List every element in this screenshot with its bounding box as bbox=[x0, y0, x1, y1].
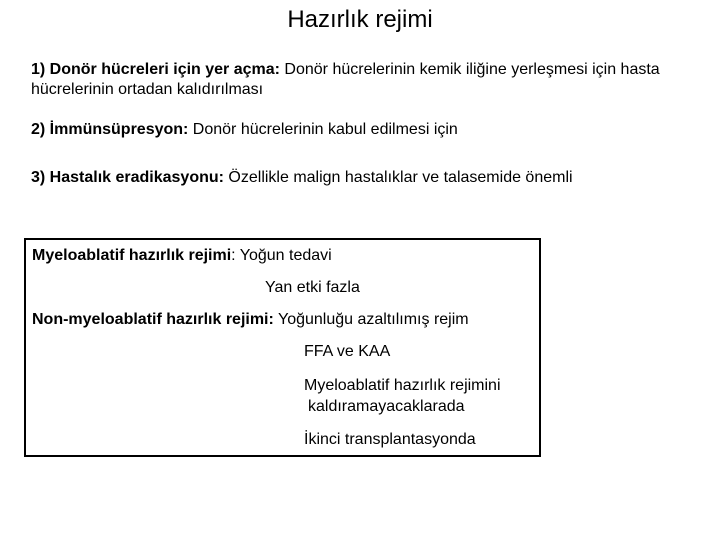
side-effect-text: Yan etki fazla bbox=[265, 279, 360, 296]
cannot-tolerate-line2: kaldıramayacaklarada bbox=[308, 398, 465, 415]
item-label: 2) İmmünsüpresyon: bbox=[31, 121, 189, 138]
myeloablative-line bbox=[32, 246, 332, 266]
non-myeloablative-text: Yoğunluğu azaltılımış rejim bbox=[273, 311, 469, 328]
second-transplant-text: İkinci transplantasyonda bbox=[304, 431, 476, 448]
item-text: Özellikle malign hastalıklar ve talasemide önemli bbox=[223, 169, 573, 186]
myeloablative-label: Myeloablatif hazırlık rejimi bbox=[32, 247, 232, 264]
list-item-disease-eradication bbox=[31, 168, 691, 188]
item-text: Donör hücrelerinin kemik iliğine yerleşmesi için hasta hücrelerinin ortadan kalıdırılması bbox=[31, 61, 660, 98]
ffa-kaa-text: FFA ve KAA bbox=[304, 343, 391, 360]
item-label: 1) Donör hücreleri için yer açma: bbox=[31, 61, 280, 78]
item-label: 3) Hastalık eradikasyonu: bbox=[31, 169, 224, 186]
slide-title: Hazırlık rejimi bbox=[287, 6, 433, 33]
non-myeloablative-line bbox=[32, 310, 469, 330]
item-text: Donör hücrelerinin kabul edilmesi için bbox=[188, 121, 458, 138]
list-item-immunosuppression bbox=[31, 120, 691, 140]
list-item-donor-space bbox=[31, 60, 691, 100]
regimen-box bbox=[24, 238, 541, 457]
non-myeloablative-label: Non-myeloablatif hazırlık rejimi: bbox=[32, 311, 274, 328]
myeloablative-text: : Yoğun tedavi bbox=[231, 247, 332, 264]
cannot-tolerate-line1: Myeloablatif hazırlık rejimini bbox=[304, 377, 501, 394]
